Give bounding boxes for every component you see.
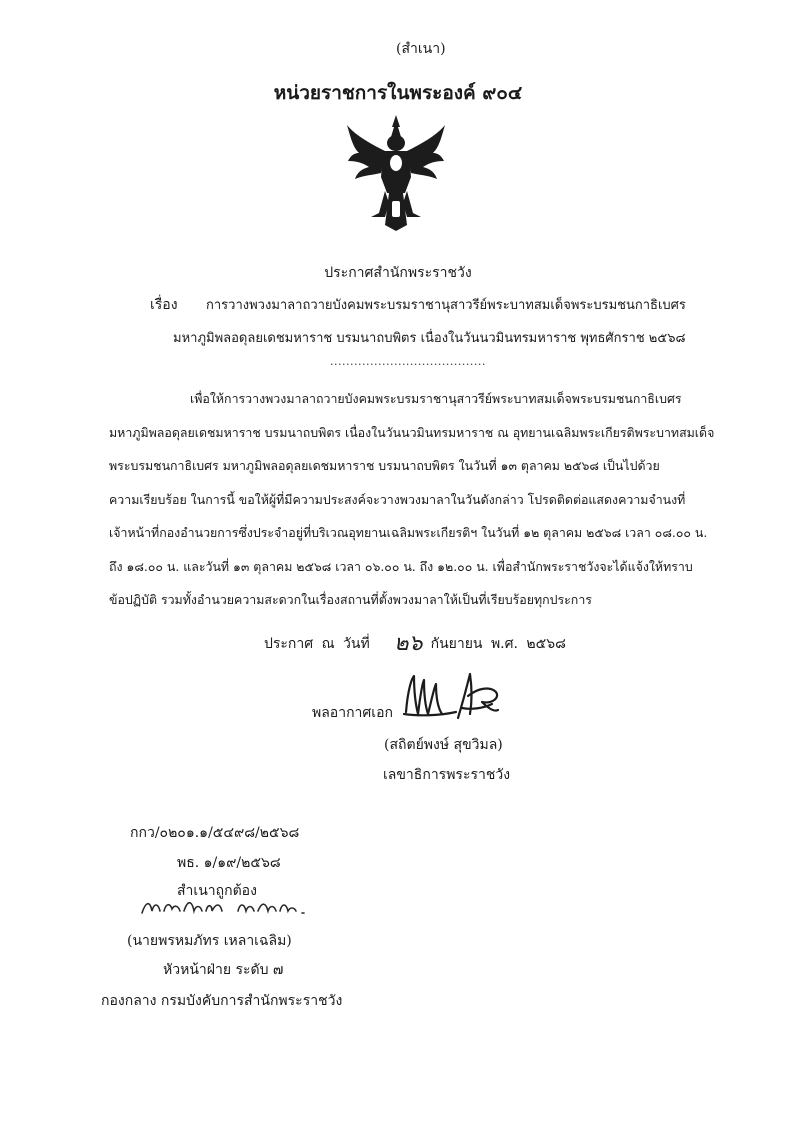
date-prefix: ประกาศ ณ วันที่ — [264, 636, 370, 652]
garuda-emblem-icon — [345, 113, 447, 233]
body-line-7: ข้อปฏิบัติ รวมทั้งอำนวยความสะดวกในเรื่องสถานที่ตั้งพวงมาลาให้เป็นที่เรียบร้อยทุกประการ — [109, 592, 592, 607]
official-name: (นายพรหมภัทร เหลาเฉลิม) — [127, 933, 292, 949]
certifier-signature-icon — [138, 893, 313, 921]
signer-position: เลขาธิการพระราชวัง — [383, 767, 511, 783]
body-line-3: พระบรมชนกาธิเบศร มหาภูมิพลอดุลยเดชมหาราช บรมนาถบพิตร ในวันที่ ๑๓ ตุลาคม ๒๕๖๘ เป็นไปด้วย — [109, 458, 660, 473]
body-line-1: เพื่อให้การวางพวงมาลาถวายบังคมพระบรมราชานุสาวรีย์พระบาทสมเด็จพระบรมชนกาธิเบศร — [190, 391, 682, 406]
body-line-5: เจ้าหน้าที่กองอำนวยการซึ่งประจำอยู่ที่บริเวณอุทยานเฉลิมพระเกียรติฯ ในวันที่ ๑๒ ตุลาคม ๒๕๖๘ เวลา ๐๘.๐๐ น. — [109, 525, 708, 540]
unit-title: หน่วยราชการในพระองค์ ๙๐๔ — [273, 82, 523, 104]
announcement-title: ประกาศสำนักพระราชวัง — [324, 265, 472, 281]
official-department: กองกลาง กรมบังคับการสำนักพระราชวัง — [101, 993, 343, 1009]
signer-rank: พลอากาศเอก — [312, 705, 393, 721]
subject-line-2: มหาภูมิพลอดุลยเดชมหาราช บรมนาถบพิตร เนื่องในวันนวมินทรมหาราช พุทธศักราช ๒๕๖๘ — [173, 331, 686, 346]
body-line-2: มหาภูมิพลอดุลยเดชมหาราช บรมนาถบพิตร เนื่องในวันนวมินทรมหาราช ณ อุทยานเฉลิมพระเกียรติพระบาทสมเด็จ — [109, 425, 715, 440]
signer-name: (สถิตย์พงษ์ สุขวิมล) — [384, 737, 503, 753]
reference-number-1: กกว/๐๒๐๑.๑/๕๔๙๘/๒๕๖๘ — [130, 825, 300, 841]
handwritten-day: ๒๖ — [394, 631, 423, 656]
official-position: หัวหน้าฝ่าย ระดับ ๗ — [163, 962, 284, 978]
date-suffix: กันยายน พ.ศ. ๒๕๖๘ — [430, 636, 566, 652]
certified-copy-label: สำเนาถูกต้อง — [177, 883, 257, 899]
copy-label: (สำเนา) — [396, 41, 446, 57]
subject-label: เรื่อง — [150, 297, 178, 313]
body-line-6: ถึง ๑๘.๐๐ น. และวันที่ ๑๓ ตุลาคม ๒๕๖๘ เวลา ๐๖.๐๐ น. ถึง ๑๒.๐๐ น. เพื่อสำนักพระราชวังจะได้แจ้งให้ทราบ — [109, 559, 693, 574]
separator-dots: ....................................... — [330, 355, 486, 368]
subject-line-1: การวางพวงมาลาถวายบังคมพระบรมราชานุสาวรีย์พระบาทสมเด็จพระบรมชนกาธิเบศร — [206, 298, 686, 313]
body-line-4: ความเรียบร้อย ในการนี้ ขอให้ผู้ที่มีความประสงค์จะวางพวงมาลาในวันดังกล่าว โปรดติดต่อแสดงความจำนงที่ — [109, 492, 686, 507]
signature-icon — [398, 668, 510, 730]
reference-number-2: พธ. ๑/๑๙/๒๕๖๘ — [177, 855, 281, 871]
